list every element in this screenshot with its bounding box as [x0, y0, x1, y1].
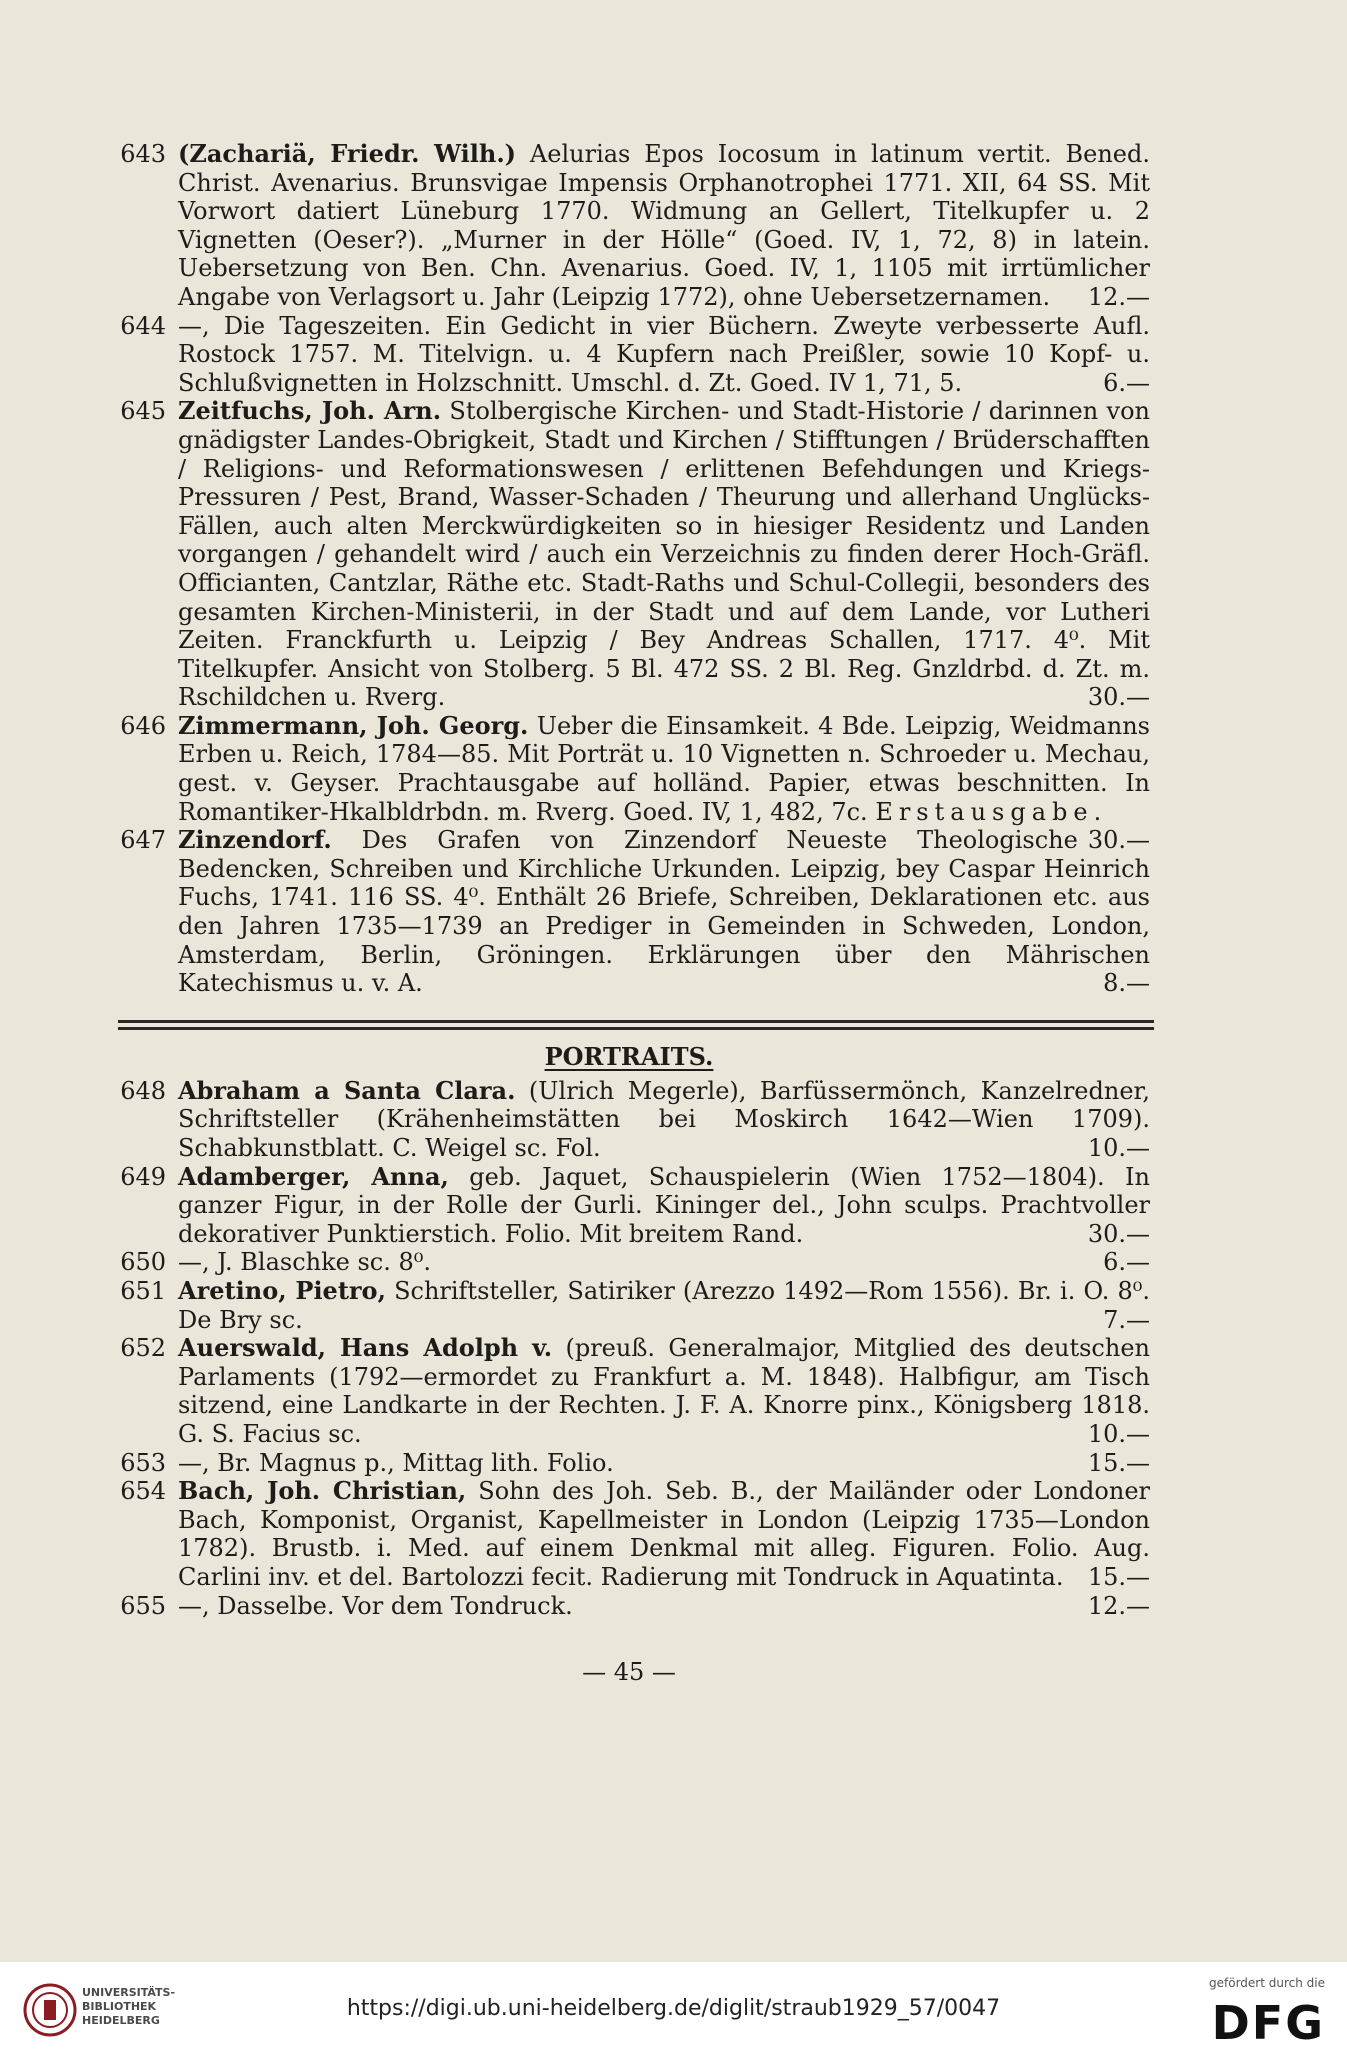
page-number: — 45 — [582, 1658, 676, 1687]
entry-heading: Abraham a Santa Clara. [178, 1075, 516, 1105]
entry-heading: Aretino, Pietro, [178, 1275, 386, 1305]
section-title-text: PORTRAITS. [544, 1041, 714, 1071]
lot-number: 651 [120, 1276, 166, 1305]
catalog-entry [108, 1449, 1150, 1478]
entry-text: Ueber die Einsamkeit. 4 Bde. Leipzig, Weidmanns Erben u. Reich, 1784—85. Mit Porträt u. 10 Vignetten n. Schroeder u. Mechau, gest. v. Geyser. Prachtausgabe auf holländ. Papier, etwas beschnitten. In Romantiker-Hkalbldrbdn. m. Rverg. Goed. IV, 1, 482, 7c. [178, 711, 1151, 826]
entry-heading: Zinzendorf. [178, 825, 332, 855]
logo-line: UNIVERSITÄTS- [82, 1986, 176, 1999]
funding-note: gefördert durch die [1209, 1976, 1325, 1990]
entry-price: 6.— [1103, 368, 1150, 397]
entry-price: 7.— [1103, 1305, 1150, 1334]
section-divider [118, 1020, 1154, 1030]
dfg-logo[interactable]: DFG [1211, 1996, 1325, 2050]
lot-number: 648 [120, 1076, 166, 1105]
entry-text: —, J. Blaschke sc. 8⁰. [178, 1248, 432, 1277]
lot-number: 646 [120, 711, 166, 740]
entry-price: 8.— [1103, 969, 1150, 998]
entry-body [178, 397, 1150, 712]
entry-price: 30.— [1087, 683, 1150, 712]
catalog-entry [108, 1163, 1150, 1249]
entry-heading: (Zachariä, Friedr. Wilh.) [178, 139, 517, 168]
catalog-entry [108, 1592, 1150, 1621]
lot-number: 645 [120, 397, 166, 426]
entry-price: 30.— [1087, 826, 1150, 855]
entry-body [178, 1077, 1150, 1163]
entry-body [178, 1592, 1150, 1621]
entry-body [178, 1477, 1150, 1591]
entry-price: 30.— [1087, 1219, 1150, 1248]
entry-body [178, 1248, 1150, 1277]
catalog-entry [108, 826, 1150, 998]
entry-body [178, 1163, 1150, 1249]
entry-price: 12.— [1087, 1591, 1150, 1620]
lot-number: 655 [120, 1591, 166, 1620]
portrait-entry-list [108, 1077, 1150, 1620]
entry-text: Sohn des Joh. Seb. B., der Mailänder oder Londoner Bach, Komponist, Organist, Kapellmeister in London (Leipzig 1735—London 1782). Brustb. i. Med. auf einem Denkmal mit alleg. Figuren. Folio. Aug. Carlini inv. et del. Bartolozzi fecit. Radierung mit Tondruck in Aquatinta. [178, 1477, 1150, 1591]
entry-text: Aelurias Epos Iocosum in latinum vertit. Bened. Christ. Avenarius. Brunsvigae Impensis Orphanotrophei 1771. XII, 64 SS. Mit Vorwort datiert Lüneburg 1770. Widmung an Gellert, Titelkupfer u. 2 Vignetten (Oeser?). „Murner in der Hölle“ (Goed. IV, 1, 72, 8) in latein. Uebersetzung von Ben. Chn. Avenarius. Goed. IV, 1, 1105 mit irrtümlicher Angabe von Verlagsort u. Jahr (Leipzig 1772), ohne Uebersetzernamen. [178, 140, 1150, 311]
entry-heading: Adamberger, Anna, [178, 1161, 449, 1191]
entry-heading: Auerswald, Hans Adolph v. [178, 1333, 553, 1363]
entry-body [178, 312, 1150, 398]
entry-heading: Zimmermann, Joh. Georg. [178, 710, 529, 740]
permalink-url[interactable]: https://digi.ub.uni-heidelberg.de/diglit/straub1929_57/0047 [346, 1996, 1001, 2021]
lot-number: 652 [120, 1334, 166, 1363]
entry-price: 15.— [1087, 1448, 1150, 1477]
entry-body [178, 1277, 1150, 1334]
lot-number: 654 [120, 1477, 166, 1506]
entry-price: 10.— [1087, 1134, 1150, 1162]
catalog-entry [108, 1334, 1150, 1448]
catalog-entry [108, 1248, 1150, 1277]
entry-body [178, 1449, 1150, 1478]
lot-number: 647 [120, 826, 166, 855]
lot-number: 643 [120, 140, 166, 168]
entry-body [178, 1334, 1150, 1448]
lot-number: 649 [120, 1162, 166, 1191]
catalog-column [108, 140, 1150, 1686]
entry-text: —, Br. Magnus p., Mittag lith. Folio. [178, 1448, 614, 1477]
viewer-footer [0, 1962, 1347, 2059]
entry-list [108, 140, 1150, 998]
entry-heading: Zeitfuchs, Joh. Arn. [178, 396, 442, 426]
logo-line: HEIDELBERG [82, 2014, 160, 2027]
entry-text: —, Die Tageszeiten. Ein Gedicht in vier Büchern. Zweyte verbesserte Aufl. Rostock 1757. M. Titelvign. u. 4 Kupfern nach Preißler, sowie 10 Kopf- u. Schlußvignetten in Holzschnitt. Umschl. d. Zt. Goed. IV 1, 71, 5. [178, 311, 1150, 397]
entry-body [178, 826, 1150, 998]
catalog-entry [108, 140, 1150, 312]
entry-note: Erstausgabe. [875, 797, 1108, 826]
entry-text: Stolbergische Kirchen- und Stadt-Historie / darinnen von gnädigster Landes-Obrigkeit, Stadt und Kirchen / Stifftungen / Brüderschafften / Religions- und Reformationswesen / erlittenen Befehdungen und Kriegs-Pressuren / Pest, Brand, Wasser-Schaden / Theurung und allerhand Unglücks-Fällen, auch alten Merckwürdigkeiten so in hiesiger Residentz und Landen vorgangen / gehandelt wird / auch ein Verzeichnis zu finden derer Hoch-Gräfl. Officianten, Cantzlar, Räthe etc. Stadt-Raths und Schul-Collegii, besonders des gesamten Kirchen-Ministerii, in der Stadt und auf dem Lande, vor Lutheri Zeiten. Franckfurth u. Leipzig / Bey Andreas Schallen, 1717. 4⁰. Mit Titelkupfer. Ansicht von Stolberg. 5 Bl. 472 SS. 2 Bl. Reg. Gnzldrbd. d. Zt. m. Rschildchen u. Rverg. [178, 397, 1150, 712]
catalog-entry [108, 1277, 1150, 1334]
lot-number: 650 [120, 1248, 166, 1277]
entry-text: Des Grafen von Zinzendorf Neueste Theologische Bedencken, Schreiben und Kirchliche Urkunden. Leipzig, bey Caspar Heinrich Fuchs, 1741. 116 SS. 4⁰. Enthält 26 Briefe, Schreiben, Deklarationen etc. aus den Jahren 1735—1739 an Prediger in Gemeinden in Schweden, London, Amsterdam, Berlin, Gröningen. Erklärungen über den Mährischen Katechismus u. v. A. [178, 826, 1150, 998]
entry-price: 12.— [1087, 282, 1150, 311]
entry-price: 10.— [1087, 1419, 1150, 1448]
catalog-entry [108, 1477, 1150, 1591]
entry-price: 15.— [1087, 1562, 1150, 1591]
entry-text: (Ulrich Megerle), Barfüssermönch, Kanzelredner, Schriftsteller (Krähenheimstätten bei Moskirch 1642—Wien 1709). Schabkunstblatt. C. Weigel sc. Fol. [178, 1076, 1150, 1162]
section-title [108, 1042, 1150, 1071]
entry-price: 6.— [1103, 1248, 1150, 1277]
entry-text: geb. Jaquet, Schauspielerin (Wien 1752—1804). In ganzer Figur, in der Rolle der Gurli. Kininger del., John sculps. Prachtvoller dekorativer Punktierstich. Folio. Mit breitem Rand. [178, 1162, 1150, 1248]
catalog-entry [108, 397, 1150, 712]
entry-heading: Bach, Joh. Christian, [178, 1476, 467, 1506]
entry-text: —, Dasselbe. Vor dem Tondruck. [178, 1591, 573, 1620]
lot-number: 644 [120, 311, 166, 340]
catalog-entry [108, 312, 1150, 398]
lot-number: 653 [120, 1448, 166, 1477]
entry-body [178, 140, 1150, 312]
catalog-entry [108, 1077, 1150, 1163]
entry-text: (preuß. Generalmajor, Mitglied des deutschen Parlaments (1792—ermordet zu Frankfurt a. M. 1848). Halbfigur, am Tisch sitzend, eine Landkarte in der Rechten. J. F. A. Knorre pinx., Königsberg 1818. G. S. Facius sc. [178, 1334, 1150, 1448]
entry-text: Schriftsteller, Satiriker (Arezzo 1492—Rom 1556). Br. i. O. 8⁰. De Bry sc. [178, 1276, 1151, 1334]
logo-line: BIBLIOTHEK [82, 2000, 157, 2013]
